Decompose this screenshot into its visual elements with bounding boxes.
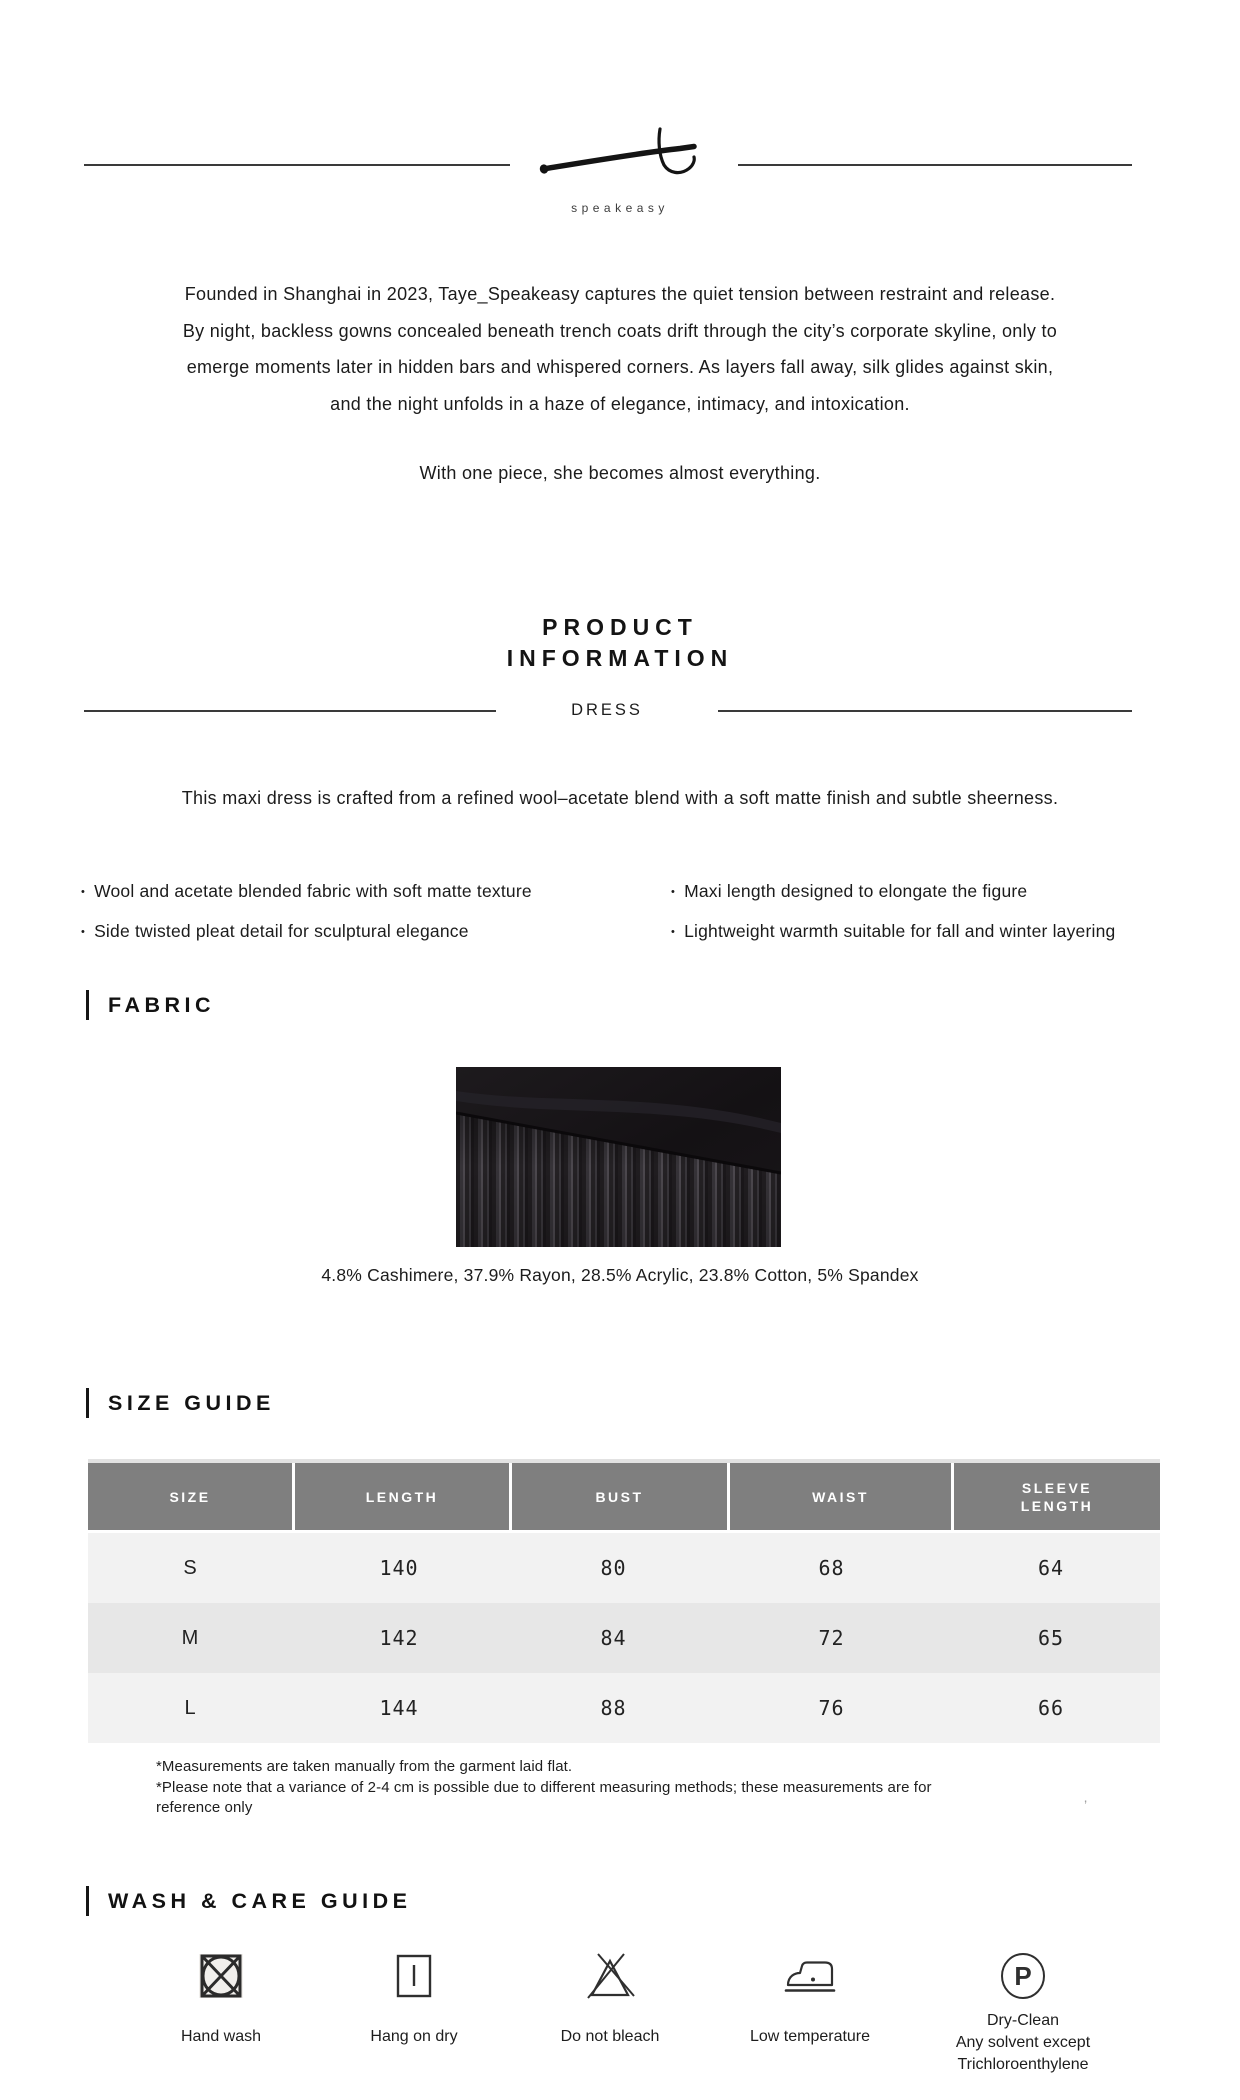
feature-item (81, 880, 661, 920)
cell-size: M (181, 1626, 199, 1649)
cell-waist: 76 (818, 1696, 845, 1720)
measurement-notes (156, 1757, 932, 1819)
care-item-dry-clean (913, 1950, 1133, 2076)
column-header-sleeve-length (954, 1463, 1160, 1530)
do-not-bleach-icon (500, 1950, 720, 2002)
care-heading-text: WASH & CARE GUIDE (108, 1888, 412, 1913)
care-label-line: Any solvent except (955, 2034, 1091, 2051)
column-header-sleeve-length-text: SLEEVE LENGTH (1020, 1479, 1094, 1514)
care-item-do-not-bleach (500, 1950, 720, 2048)
cell-bust: 80 (600, 1556, 627, 1580)
category-label: DRESS (571, 701, 643, 719)
heading-bar (86, 1886, 89, 1916)
bullet-icon: • (671, 926, 676, 938)
table-row-m (88, 1603, 1160, 1673)
product-information-title (0, 612, 1240, 674)
cell-waist: 72 (818, 1626, 845, 1650)
care-label: Hand wash (180, 2028, 262, 2045)
table-row-s (88, 1533, 1160, 1603)
cell-size: L (184, 1696, 196, 1719)
product-title-line2: INFORMATION (506, 645, 734, 671)
brand-tagline: With one piece, she becomes almost everything. (419, 463, 821, 483)
hand-wash-icon (111, 1950, 331, 2002)
dry-clean-icon (913, 1950, 1133, 2002)
note-line: *Measurements are taken manually from the garment laid flat. (156, 1758, 573, 1775)
category-divider-right (718, 710, 1132, 712)
feature-text: Side twisted pleat detail for sculptural elegance (94, 921, 469, 941)
feature-item (81, 920, 661, 960)
note-line: reference only (156, 1799, 253, 1816)
fabric-composition: 4.8% Cashimere, 37.9% Rayon, 28.5% Acrylic, 23.8% Cotton, 5% Spandex (321, 1265, 919, 1285)
stray-mark: ’ (1084, 1797, 1088, 1813)
cell-bust: 84 (600, 1626, 627, 1650)
care-label-line: Trichloroenthylene (957, 2056, 1089, 2073)
cell-sleeve-length: 66 (1037, 1696, 1065, 1720)
note-line: *Please note that a variance of 2-4 cm is possible due to different measuring methods; these measurements are for (156, 1778, 932, 1796)
size-guide-section-heading (86, 1388, 275, 1418)
feature-list-left (81, 880, 661, 960)
bullet-icon: • (81, 926, 86, 938)
heading-bar (86, 990, 89, 1020)
svg-text:P: P (1014, 1961, 1032, 1991)
story-line: emerge moments later in hidden bars and whispered corners. As layers fall away, silk glides against skin, (186, 357, 1054, 377)
size-guide-heading-text: SIZE GUIDE (108, 1390, 275, 1415)
column-header-size: SIZE (88, 1463, 295, 1530)
size-table-header (88, 1463, 1160, 1530)
hang-dry-icon (304, 1950, 524, 2002)
cell-waist: 68 (818, 1556, 845, 1580)
cell-length: 140 (379, 1556, 419, 1580)
column-header-length: LENGTH (295, 1463, 512, 1530)
story-line: Founded in Shanghai in 2023, Taye_Speakeasy captures the quiet tension between restraint and release. (184, 284, 1056, 304)
brand-wordmark: speakeasy (571, 201, 669, 215)
feature-text: Lightweight warmth suitable for fall and winter layering (684, 921, 1116, 941)
care-label-line: Dry-Clean (986, 2012, 1059, 2029)
care-item-iron-low (700, 1950, 920, 2048)
feature-text: Wool and acetate blended fabric with soft matte texture (94, 881, 532, 901)
feature-text: Maxi length designed to elongate the figure (684, 881, 1028, 901)
cell-sleeve-length: 64 (1037, 1556, 1065, 1580)
product-title-line1: PRODUCT (542, 614, 698, 640)
cell-sleeve-length: 65 (1037, 1626, 1065, 1650)
bullet-icon: • (671, 886, 676, 898)
header-divider-right (738, 164, 1132, 166)
brand-logo-icon (528, 122, 710, 190)
story-line: and the night unfolds in a haze of elegance, intimacy, and intoxication. (330, 393, 910, 414)
header-divider-left (84, 164, 510, 166)
iron-low-temperature-icon (700, 1950, 920, 2002)
feature-item (671, 920, 1231, 960)
care-item-hang-dry (304, 1950, 524, 2048)
care-label: Hang on dry (370, 2028, 458, 2045)
size-table (88, 1459, 1160, 1743)
bullet-icon: • (81, 886, 86, 898)
care-label (913, 2010, 1133, 2076)
heading-bar (86, 1388, 89, 1418)
care-label: Low temperature (749, 2028, 871, 2045)
fabric-photo (456, 1067, 781, 1247)
care-section-heading (86, 1886, 411, 1916)
column-header-bust: BUST (512, 1463, 730, 1530)
product-description: This maxi dress is crafted from a refined wool–acetate blend with a soft matte finish and subtle sheerness. (181, 788, 1059, 808)
column-header-waist: WAIST (730, 1463, 954, 1530)
table-row-l (88, 1673, 1160, 1743)
category-divider-left (84, 710, 496, 712)
fabric-heading-text: FABRIC (108, 992, 216, 1017)
care-item-hand-wash (111, 1950, 331, 2048)
cell-size: S (183, 1556, 197, 1579)
feature-list-right (671, 880, 1231, 960)
feature-item (671, 880, 1231, 920)
brand-story (0, 276, 1240, 422)
cell-length: 142 (379, 1626, 419, 1650)
fabric-section-heading (86, 990, 215, 1020)
care-label: Do not bleach (560, 2028, 660, 2045)
story-line: By night, backless gowns concealed beneath trench coats drift through the city’s corporate skyline, only to (182, 320, 1058, 341)
cell-bust: 88 (600, 1696, 627, 1720)
cell-length: 144 (379, 1696, 419, 1720)
